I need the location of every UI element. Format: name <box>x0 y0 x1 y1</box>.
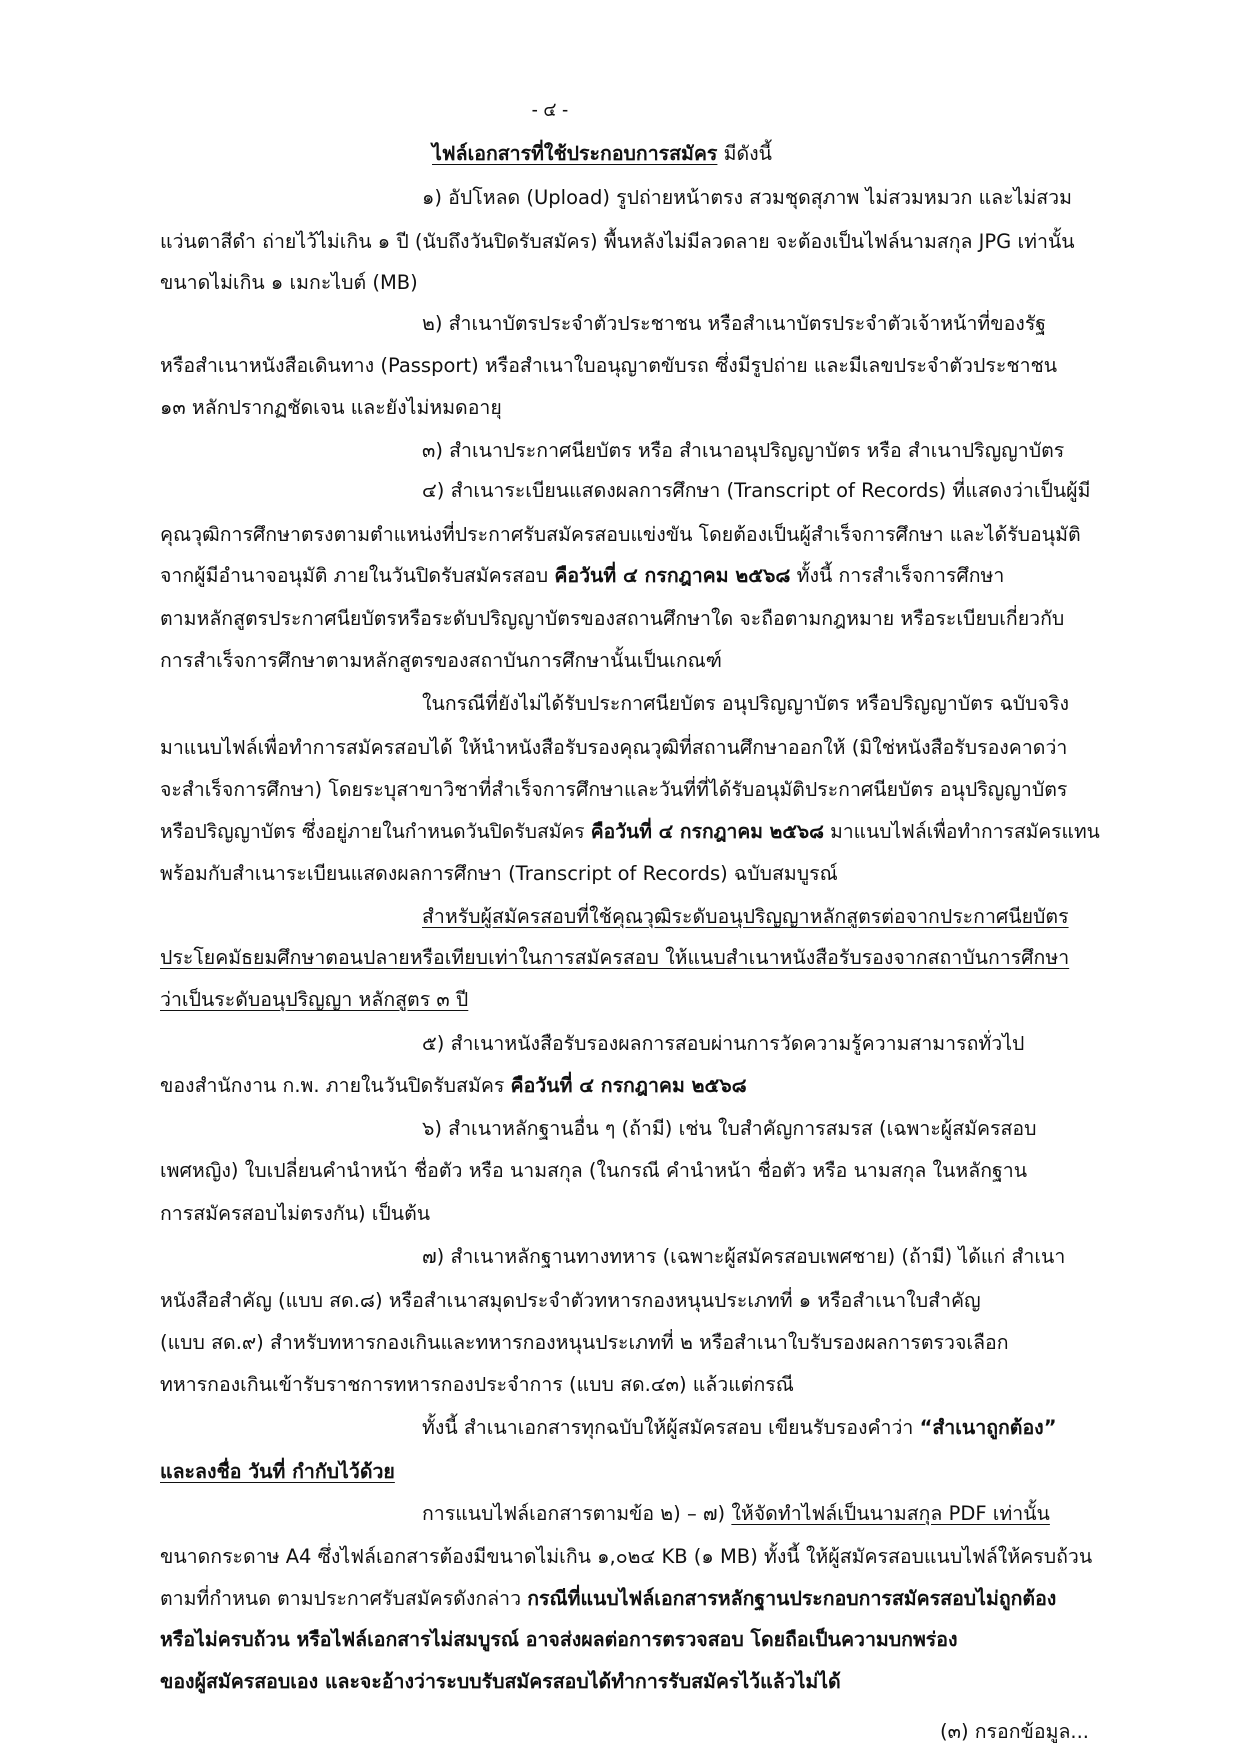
certify-line-2: และลงชื่อ วันที่ กำกับไว้ด้วย <box>160 1460 395 1483</box>
not-received-line-5: พร้อมกับสำเนาระเบียนแสดงผลการศึกษา (Transcript of Records) ฉบับสมบูรณ์ <box>160 862 838 885</box>
item-3-line-1: ๓) สำเนาประกาศนียบัตร หรือ สำเนาอนุปริญญาบัตร หรือ สำเนาปริญญาบัตร <box>422 439 1065 462</box>
continued-footer: (๓) กรอกข้อมูล... <box>940 1720 1089 1743</box>
item-2-line-2: หรือสำเนาหนังสือเดินทาง (Passport) หรือสำเนาใบอนุญาตขับรถ ซึ่งมีรูปถ่าย และมีเลขประจำตัวประชาชน <box>160 354 1058 377</box>
section-heading <box>432 140 772 168</box>
item-4-line-1: ๔) สำเนาระเบียนแสดงผลการศึกษา (Transcript of Records) ที่แสดงว่าเป็นผู้มี <box>422 479 1091 502</box>
diploma-note-line-2: ประโยคมัธยมศึกษาตอนปลายหรือเทียบเท่าในการสมัครสอบ ให้แนบสำเนาหนังสือรับรองจากสถาบันการศึกษา <box>160 946 1070 969</box>
certify-line-1 <box>422 1414 1057 1442</box>
attach-line-3 <box>160 1585 1056 1613</box>
certify-line-1-text: ทั้งนี้ สำเนาเอกสารทุกฉบับให้ผู้สมัครสอบ เขียนรับรองคำว่า <box>422 1416 920 1439</box>
item-7-line-4: ทหารกองเกินเข้ารับราชการทหารกองประจำการ (แบบ สด.๔๓) แล้วแต่กรณี <box>160 1373 794 1396</box>
item-6-line-1: ๖) สำเนาหลักฐานอื่น ๆ (ถ้ามี) เช่น ใบสำคัญการสมรส (เฉพาะผู้สมัครสอบ <box>422 1117 1037 1140</box>
not-received-line-1: ในกรณีที่ยังไม่ได้รับประกาศนียบัตร อนุปริญญาบัตร หรือปริญญาบัตร ฉบับจริง <box>422 692 1069 715</box>
attach-warning: กรณีที่แนบไฟล์เอกสารหลักฐานประกอบการสมัครสอบไม่ถูกต้อง <box>527 1587 1057 1610</box>
item-7-line-1: ๗) สำเนาหลักฐานทางทหาร (เฉพาะผู้สมัครสอบเพศชาย) (ถ้ามี) ได้แก่ สำเนา <box>422 1245 1066 1268</box>
item-4-line-2: คุณวุฒิการศึกษาตรงตามตำแหน่งที่ประกาศรับสมัครสอบแข่งขัน โดยต้องเป็นผู้สำเร็จการศึกษา และได้รับอนุมัติ <box>160 523 1081 546</box>
diploma-note-line-3: ว่าเป็นระดับอนุปริญญา หลักสูตร ๓ ปี <box>160 988 469 1011</box>
item-5-line-2 <box>160 1072 747 1100</box>
item-4-line-3-tail: ทั้งนี้ การสำเร็จการศึกษา <box>790 564 1005 587</box>
item-7-line-2: หนังสือสำคัญ (แบบ สด.๘) หรือสำเนาสมุดประจำตัวทหารกองหนุนประเภทที่ ๑ หรือสำเนาใบสำคัญ <box>160 1289 981 1312</box>
item-4-deadline: คือวันที่ ๔ กรกฎาคม ๒๕๖๘ <box>554 564 791 587</box>
item-1-line-3: ขนาดไม่เกิน ๑ เมกะไบต์ (MB) <box>160 271 418 294</box>
item-4-line-3 <box>160 562 1004 590</box>
section-heading-suffix: มีดังนี้ <box>717 142 772 165</box>
not-received-line-4 <box>160 818 1100 846</box>
item-4-line-5: การสำเร็จการศึกษาตามหลักสูตรของสถาบันการศึกษานั้นเป็นเกณฑ์ <box>160 649 722 672</box>
item-4-line-4: ตามหลักสูตรประกาศนียบัตรหรือระดับปริญญาบัตรของสถานศึกษาใด จะถือตามกฎหมาย หรือระเบียบเกี่ยวกับ <box>160 607 1065 630</box>
item-1-line-2: แว่นตาสีดำ ถ่ายไว้ไม่เกิน ๑ ปี (นับถึงวันปิดรับสมัคร) พื้นหลังไม่มีลวดลาย จะต้องเป็นไฟล์นามสกุล JPG เท่านั้น <box>160 230 1075 253</box>
diploma-note-line-1: สำหรับผู้สมัครสอบที่ใช้คุณวุฒิระดับอนุปริญญาหลักสูตรต่อจากประกาศนียบัตร <box>422 905 1069 928</box>
item-4-line-3-text: จากผู้มีอำนาจอนุมัติ ภายในวันปิดรับสมัครสอบ <box>160 564 555 587</box>
certify-phrase: “สำเนาถูกต้อง” <box>919 1416 1057 1439</box>
attach-pdf-only: ให้จัดทำไฟล์เป็นนามสกุล PDF เท่านั้น <box>731 1502 1050 1525</box>
item-2-line-3: ๑๓ หลักปรากฏชัดเจน และยังไม่หมดอายุ <box>160 396 502 419</box>
attach-line-3-text: ตามที่กำหนด ตามประกาศรับสมัครดังกล่าว <box>160 1587 528 1610</box>
attach-line-1-text: การแนบไฟล์เอกสารตามข้อ ๒) – ๗) <box>422 1502 732 1525</box>
item-5-line-1: ๕) สำเนาหนังสือรับรองผลการสอบผ่านการวัดความรู้ความสามารถทั่วไป <box>422 1032 1025 1055</box>
not-received-line-3: จะสำเร็จการศึกษา) โดยระบุสาขาวิชาที่สำเร็จการศึกษาและวันที่ที่ได้รับอนุมัติประกาศนียบัตร อนุปริญญาบัตร <box>160 778 1068 801</box>
item-2-line-1: ๒) สำเนาบัตรประจำตัวประชาชน หรือสำเนาบัตรประจำตัวเจ้าหน้าที่ของรัฐ <box>422 312 1047 335</box>
item-1-line-1: ๑) อัปโหลด (Upload) รูปถ่ายหน้าตรง สวมชุดสุภาพ ไม่สวมหมวก และไม่สวม <box>422 186 1072 209</box>
page-number: - ๔ - <box>531 98 569 121</box>
attach-line-5: ของผู้สมัครสอบเอง และจะอ้างว่าระบบรับสมัครสอบได้ทำการรับสมัครไว้แล้วไม่ได้ <box>160 1670 841 1693</box>
section-heading-title: ไฟล์เอกสารที่ใช้ประกอบการสมัคร <box>432 142 718 165</box>
item-5-line-2-text: ของสำนักงาน ก.พ. ภายในวันปิดรับสมัคร <box>160 1074 511 1097</box>
item-7-line-3: (แบบ สด.๙) สำหรับทหารกองเกินและทหารกองหนุนประเภทที่ ๒ หรือสำเนาใบรับรองผลการตรวจเลือก <box>160 1331 1009 1354</box>
item-5-deadline: คือวันที่ ๔ กรกฎาคม ๒๕๖๘ <box>510 1074 747 1097</box>
item-6-line-2: เพศหญิง) ใบเปลี่ยนคำนำหน้า ชื่อตัว หรือ นามสกุล (ในกรณี คำนำหน้า ชื่อตัว หรือ นามสกุล ในหลักฐาน <box>160 1159 1028 1182</box>
not-received-line-2: มาแนบไฟล์เพื่อทำการสมัครสอบได้ ให้นำหนังสือรับรองคุณวุฒิที่สถานศึกษาออกให้ (มิใช่หนังสือรับรองคาดว่า <box>160 736 1068 759</box>
attach-line-1 <box>422 1500 1050 1528</box>
attach-line-4: หรือไม่ครบถ้วน หรือไฟล์เอกสารไม่สมบูรณ์ อาจส่งผลต่อการตรวจสอบ โดยถือเป็นความบกพร่อง <box>160 1628 958 1651</box>
not-received-line-4-tail: มาแนบไฟล์เพื่อทำการสมัครแทน <box>824 820 1100 843</box>
attach-line-2: ขนาดกระดาษ A4 ซึ่งไฟล์เอกสารต้องมีขนาดไม่เกิน ๑,๐๒๔ KB (๑ MB) ทั้งนี้ ให้ผู้สมัครสอบแนบไฟล์ให้ครบถ้วน <box>160 1545 1093 1568</box>
not-received-line-4-text: หรือปริญญาบัตร ซึ่งอยู่ภายในกำหนดวันปิดรับสมัคร <box>160 820 591 843</box>
item-6-line-3: การสมัครสอบไม่ตรงกัน) เป็นต้น <box>160 1202 431 1225</box>
not-received-deadline: คือวันที่ ๔ กรกฎาคม ๒๕๖๘ <box>590 820 825 843</box>
